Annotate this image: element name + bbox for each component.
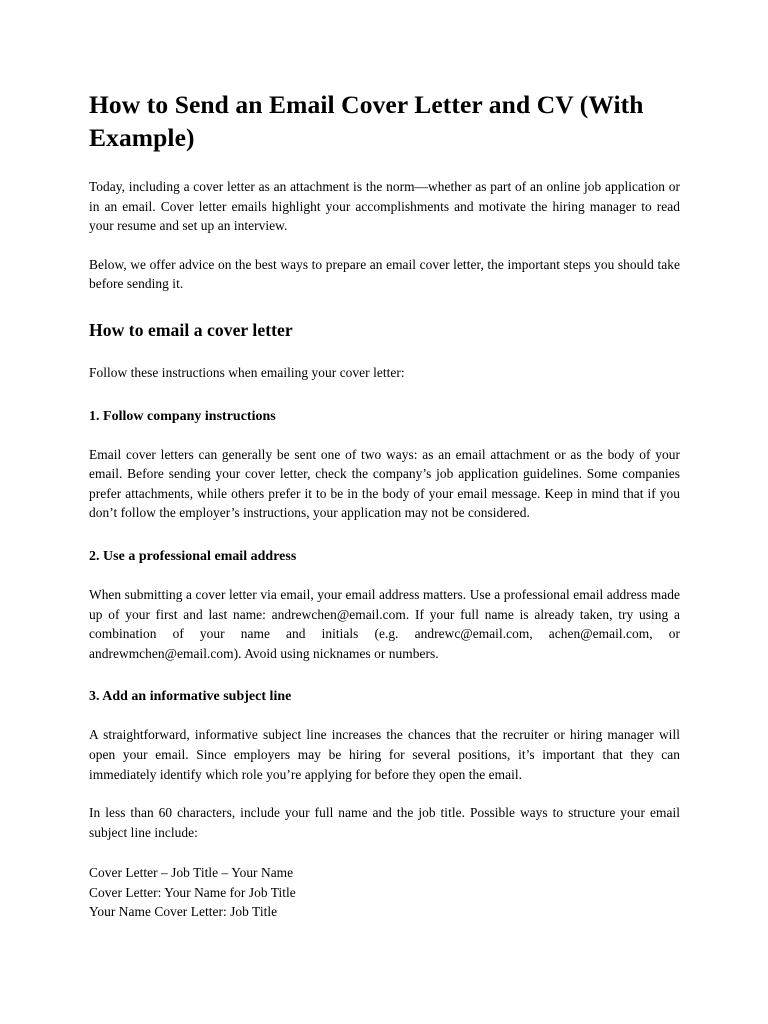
step-heading-3: 3. Add an informative subject line bbox=[89, 689, 292, 705]
page-title: How to Send an Email Cover Letter and CV (With Example) bbox=[89, 90, 644, 152]
document-content bbox=[89, 88, 680, 922]
list-item: Cover Letter – Job Title – Your Name bbox=[89, 865, 294, 881]
subject-line-examples bbox=[89, 863, 680, 922]
step-body-1: Email cover letters can generally be sent one of two ways: as an email attachment or as the body of your email. Before sending your cover letter, check the company’s job application guidelines. Some companies prefer attachments, while others prefer it to be in the body of your email message. Keep in mind that if you don’t follow the employer’s instructions, your application may not be considered. bbox=[89, 446, 680, 521]
step-body-3: A straightforward, informative subject line increases the chances that the recruiter or hiring manager will open your email. Since employers may be hiring for several positions, it’s important that they can immediately identify which role you’re applying for before they open the email. bbox=[89, 727, 680, 782]
step-heading-1: 1. Follow company instructions bbox=[89, 408, 276, 424]
list-item: Your Name Cover Letter: Job Title bbox=[89, 904, 278, 920]
step-body-3-continued: In less than 60 characters, include your full name and the job title. Possible ways to structure your email subject line include: bbox=[89, 805, 680, 840]
section-heading-how-to-email: How to email a cover letter bbox=[89, 319, 293, 340]
intro-paragraph-1: Today, including a cover letter as an attachment is the norm—whether as part of an online job application or in an email. Cover letter emails highlight your accomplishments and motivate the hiring manager to read your resume and set up an interview. bbox=[89, 179, 680, 234]
step-heading-2: 2. Use a professional email address bbox=[89, 548, 297, 564]
intro-paragraph-2: Below, we offer advice on the best ways to prepare an email cover letter, the important steps you should take before sending it. bbox=[89, 256, 680, 292]
step-body-2: When submitting a cover letter via email, your email address matters. Use a professional email address made up of your first and last name: andrewchen@email.com. If your full name is already taken, try using a combination of your name and initials (e.g. andrewc@email.com, achen@email.com, or andrewmchen@email.com). Avoid using nicknames or numbers. bbox=[89, 586, 680, 661]
section-intro-paragraph: Follow these instructions when emailing your cover letter: bbox=[89, 364, 405, 380]
list-item: Cover Letter: Your Name for Job Title bbox=[89, 884, 296, 900]
